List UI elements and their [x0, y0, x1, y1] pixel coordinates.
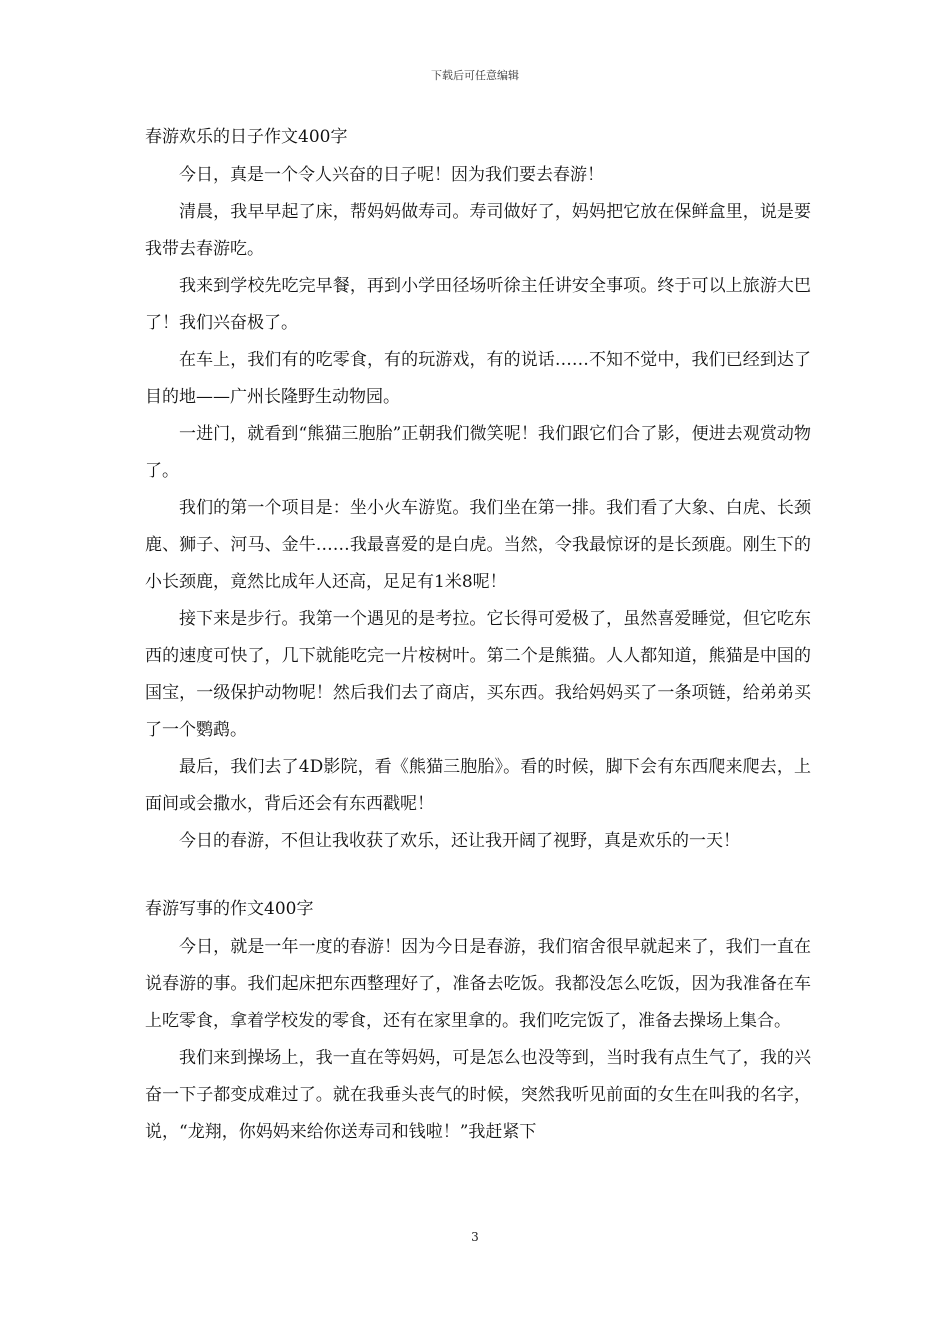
document-body	[145, 124, 811, 1151]
essay-2	[145, 896, 811, 1151]
paragraph: 我们来到操场上，我一直在等妈妈，可是怎么也没等到，当时我有点生气了，我的兴奋一下子都变成难过了。就在我垂头丧气的时候，突然我听见前面的女生在叫我的名字，说，“龙翔，你妈妈来给你送寿司和钱啦！”我赶紧下	[145, 1048, 811, 1142]
paragraph: 今日，就是一年一度的春游！因为今日是春游，我们宿舍很早就起来了，我们一直在说春游的事。我们起床把东西整理好了，准备去吃饭。我都没怎么吃饭，因为我准备在车上吃零食，拿着学校发的零食，还有在家里拿的。我们吃完饭了，准备去操场上集合。	[145, 937, 811, 1031]
paragraph: 我们的第一个项目是：坐小火车游览。我们坐在第一排。我们看了大象、白虎、长颈鹿、狮子、河马、金牛……我最喜爱的是白虎。当然，令我最惊讶的是长颈鹿。刚生下的小长颈鹿，竟然比成年人还高，足足有1米8呢！	[145, 498, 811, 592]
paragraph: 我来到学校先吃完早餐，再到小学田径场听徐主任讲安全事项。终于可以上旅游大巴了！我们兴奋极了。	[145, 276, 811, 333]
paragraph: 今日，真是一个令人兴奋的日子呢！因为我们要去春游！	[179, 165, 604, 185]
essay-title: 春游欢乐的日子作文400字	[145, 127, 348, 147]
paragraph: 今日的春游，不但让我收获了欢乐，还让我开阔了视野，真是欢乐的一天！	[179, 831, 740, 851]
essay-title: 春游写事的作文400字	[145, 899, 314, 919]
paragraph: 接下来是步行。我第一个遇见的是考拉。它长得可爱极了，虽然喜爱睡觉，但它吃东西的速度可快了，几下就能吃完一片桉树叶。第二个是熊猫。人人都知道，熊猫是中国的国宝，一级保护动物呢！然后我们去了商店，买东西。我给妈妈买了一条项链，给弟弟买了一个鹦鹉。	[145, 609, 811, 740]
paragraph: 在车上，我们有的吃零食，有的玩游戏，有的说话……不知不觉中，我们已经到达了目的地——广州长隆野生动物园。	[145, 350, 811, 407]
paragraph: 清晨，我早早起了床，帮妈妈做寿司。寿司做好了，妈妈把它放在保鲜盒里，说是要我带去春游吃。	[145, 202, 811, 259]
paragraph: 最后，我们去了4D影院，看《熊猫三胞胎》。看的时候，脚下会有东西爬来爬去，上面间或会撒水，背后还会有东西戳呢！	[145, 757, 811, 814]
essay-separator	[145, 860, 811, 896]
page-number: 3	[471, 1230, 479, 1244]
page-header: 下载后可任意编辑	[431, 69, 519, 82]
paragraph: 一进门，就看到“熊猫三胞胎”正朝我们微笑呢！我们跟它们合了影，便进去观赏动物了。	[145, 424, 811, 481]
essay-1	[145, 124, 811, 860]
